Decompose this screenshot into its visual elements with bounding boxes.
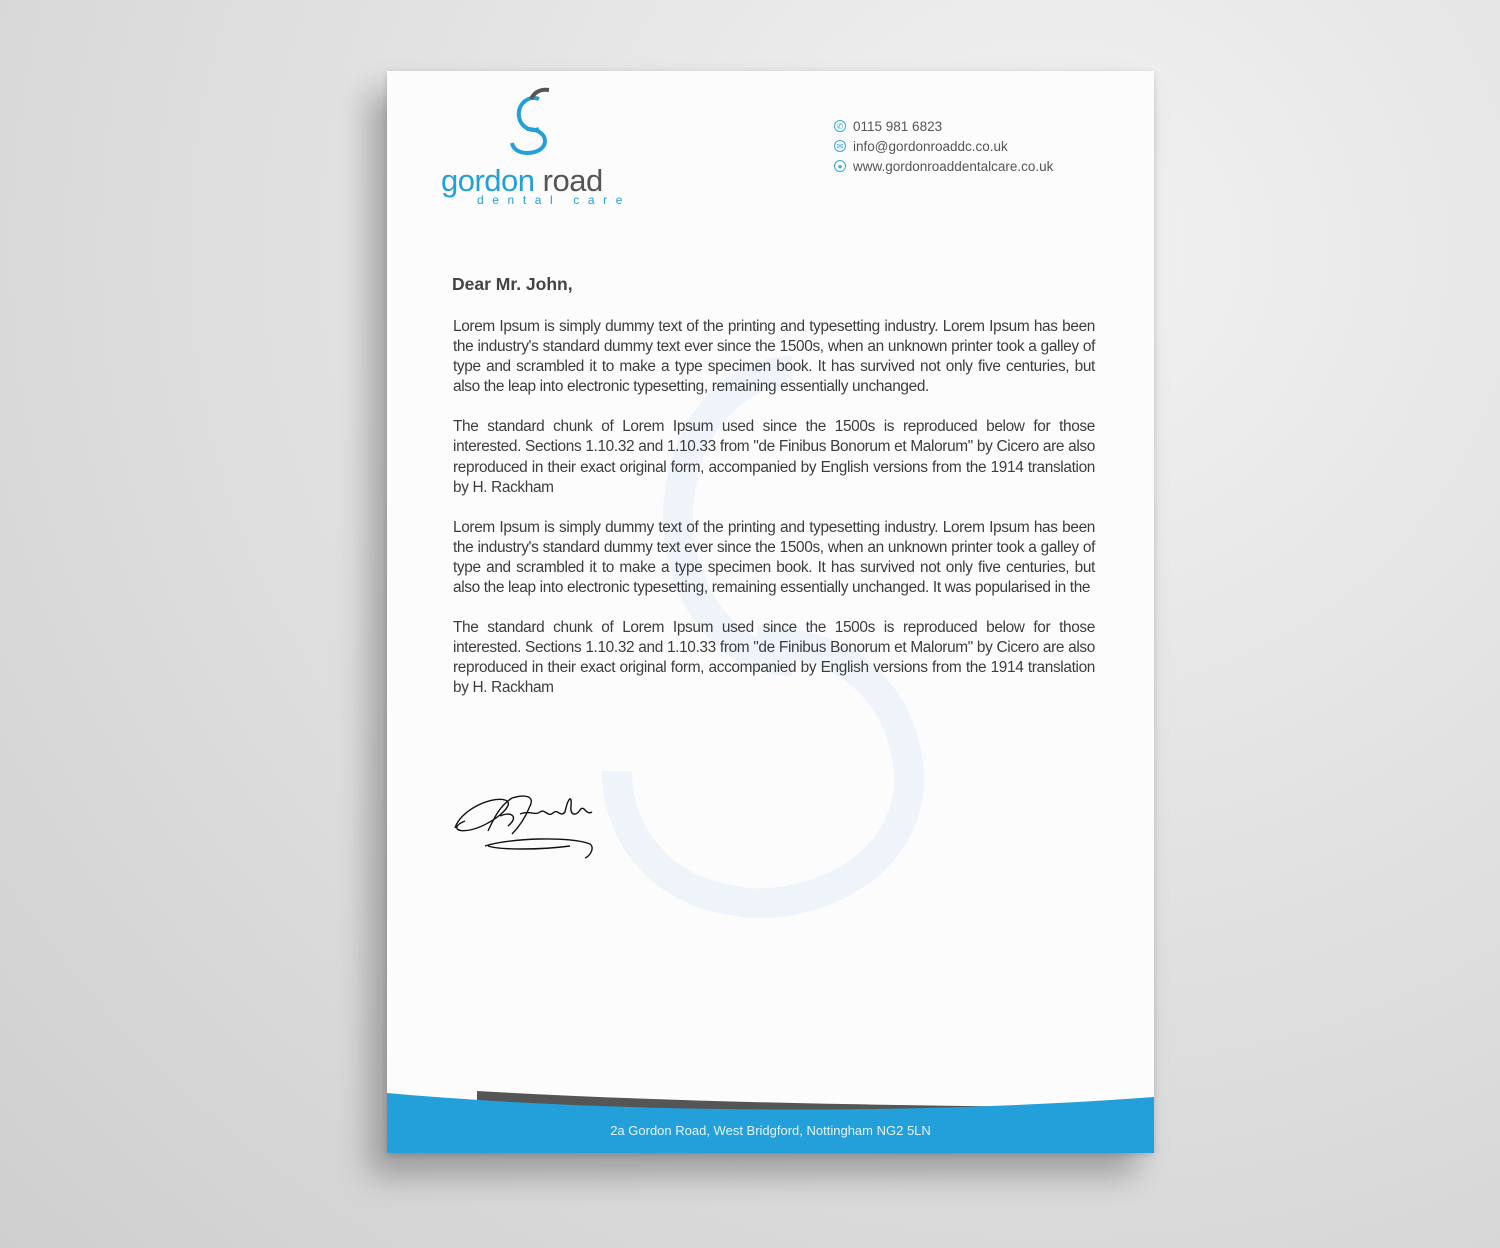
- contact-email: [834, 136, 1053, 156]
- email-address[interactable]: info@gordonroaddc.co.uk: [853, 138, 1008, 154]
- footer-band: [387, 1083, 1154, 1153]
- contact-info: [834, 116, 1053, 176]
- phone-number: 0115 981 6823: [853, 118, 943, 134]
- paragraph: The standard chunk of Lorem Ipsum used since the 1500s is reproduced below for those interested. Sections 1.10.32 and 1.10.33 from "de Finibus Bonorum et Malorum" by Cicero are also reproduced in their exact original form, accompanied by English versions from the 1914 translation by H. Rackham: [453, 418, 1095, 496]
- logo-g-icon: [439, 85, 629, 165]
- salutation: Dear Mr. John,: [452, 274, 573, 294]
- brand-tagline: dental care: [477, 193, 631, 207]
- signature: [450, 786, 600, 866]
- brand-name-part2: road: [542, 163, 603, 198]
- phone-icon: ✆: [834, 120, 846, 132]
- mail-icon: ✉: [834, 140, 846, 152]
- footer-address: 2a Gordon Road, West Bridgford, Nottingham NG2 5LN: [610, 1123, 931, 1138]
- contact-website: [834, 156, 1053, 176]
- contact-phone: [834, 116, 1053, 136]
- globe-icon: ●: [834, 160, 846, 172]
- brand-name-part1: gordon: [441, 163, 535, 198]
- paragraph: Lorem Ipsum is simply dummy text of the printing and typesetting industry. Lorem Ipsum has been the industry's standard dummy text ever since the 1500s, when an unknown printer took a galley of type and scrambled it to make a type specimen book. It has survived not only five centuries, but also the leap into electronic typesetting, remaining essentially unchanged.: [453, 318, 1095, 396]
- website-url[interactable]: www.gordonroaddentalcare.co.uk: [853, 158, 1054, 174]
- paragraph: Lorem Ipsum is simply dummy text of the printing and typesetting industry. Lorem Ipsum has been the industry's standard dummy text ever since the 1500s, when an unknown printer took a galley of type and scrambled it to make a type specimen book. It has survived not only five centuries, but also the leap into electronic typesetting, remaining essentially unchanged. It was popularised in the: [453, 518, 1095, 597]
- footer-wave: [387, 1083, 1154, 1153]
- letter-body: [453, 317, 1095, 719]
- letterhead-page: [387, 71, 1154, 1153]
- paragraph: The standard chunk of Lorem Ipsum used since the 1500s is reproduced below for those interested. Sections 1.10.32 and 1.10.33 from "de Finibus Bonorum et Malorum" by Cicero are also reproduced in their exact original form, accompanied by English versions from the 1914 translation by H. Rackham: [453, 619, 1095, 697]
